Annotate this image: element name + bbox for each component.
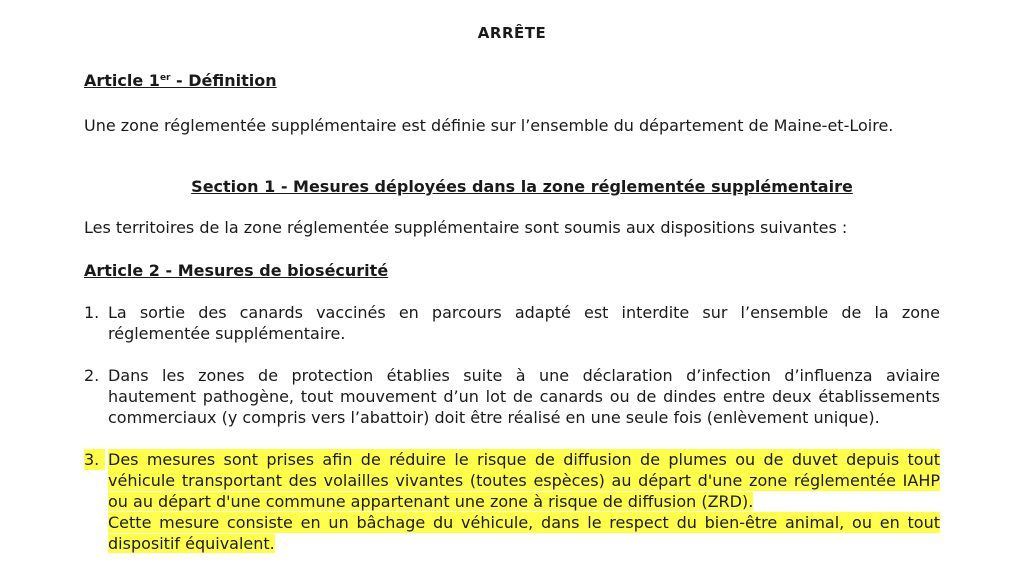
list-item-body [108,449,940,554]
list-item-line: Des mesures sont prises afin de réduire le risque de diffusion de plumes ou de duvet depuis tout [108,450,940,469]
list-item-body [108,302,940,344]
highlighted-text: dispositif équivalent. [108,534,275,553]
article-1-heading [84,71,277,90]
list-item-number: 1. [84,303,100,322]
article-1-heading-sup: er [159,73,171,83]
list-item-line: commerciaux (y compris vers l’abattoir) doit être réalisé en une seule fois (enlèvement unique). [108,408,880,427]
list-item-line: Dans les zones de protection établies suite à une déclaration d’infection d’influenza aviaire [108,366,940,385]
list-item-1 [84,302,940,344]
document-title: ARRÊTE [477,24,547,42]
list-item-line [108,491,940,512]
list-item-line: réglementée supplémentaire. [108,324,346,343]
article-1-heading-prefix: Article 1 [84,71,160,90]
article-2-heading: Article 2 - Mesures de biosécurité [84,261,389,280]
section-1-intro: Les territoires de la zone réglementée supplémentaire sont soumis aux dispositions suivantes : [84,218,848,237]
list-item-3-highlighted [84,449,940,554]
list-item-line: La sortie des canards vaccinés en parcours adapté est interdite sur l’ensemble de la zone [108,303,940,322]
list-item-number: 2. [84,366,100,385]
list-item-2 [84,365,940,428]
list-item-body [108,365,940,428]
list-item-line: Cette mesure consiste en un bâchage du véhicule, dans le respect du bien-être animal, ou en tout [108,513,940,532]
list-item-number: 3. [84,449,105,470]
article-1-heading-suffix: - Définition [170,71,277,90]
list-item-line [108,533,940,554]
list-item-line: hautement pathogène, tout mouvement d’un lot de canards ou de dindes entre deux établissements [108,387,940,406]
article-1-text: Une zone réglementée supplémentaire est définie sur l’ensemble du département de Maine-et-Loire. [84,116,894,135]
list-item-line: véhicule transportant des volailles vivantes (toutes espèces) au départ d'une zone réglementée IAHP [108,471,940,490]
section-1-title: Section 1 - Mesures déployées dans la zone réglementée supplémentaire [191,177,853,196]
highlighted-text: ou au départ d'une commune appartenant une zone à risque de diffusion (ZRD). [108,492,754,511]
